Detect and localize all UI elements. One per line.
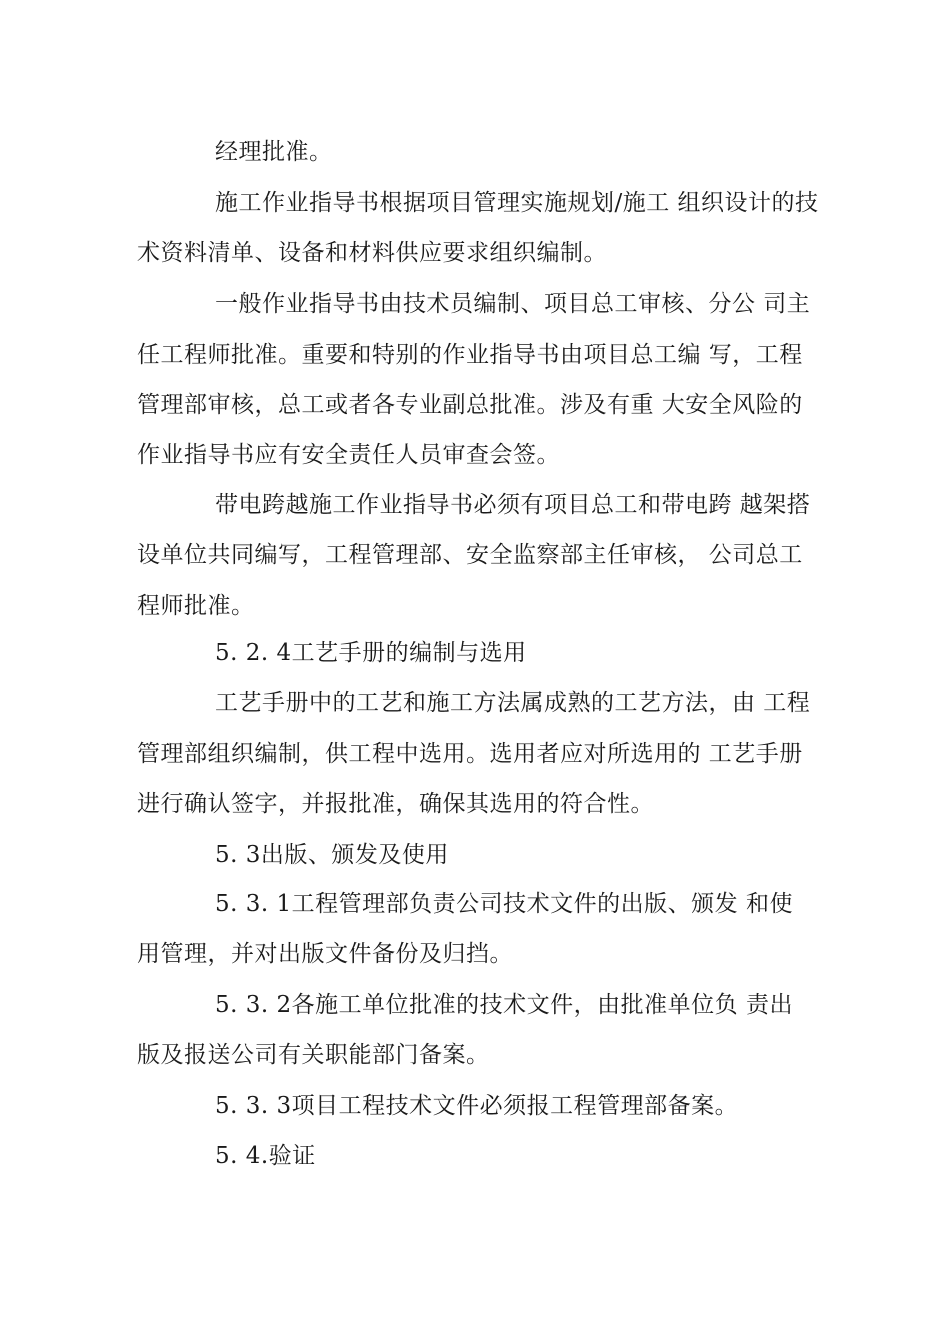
text-line: 程师批准。 (137, 593, 255, 619)
text-line: 一般作业指导书由技术员编制、项目总工审核、分公 司主 (215, 291, 811, 317)
text-line: 管理部组织编制，供工程中选用。选用者应对所选用的 工艺手册 (137, 741, 803, 767)
text-line: 带电跨越施工作业指导书必须有项目总工和带电跨 越架搭 (215, 492, 811, 518)
text-line: 用管理，并对出版文件备份及归挡。 (137, 941, 513, 967)
text-line: 进行确认签字，并报批准，确保其选用的符合性。 (137, 791, 654, 817)
section-heading: 5. 4.验证 (215, 1143, 316, 1169)
section-heading: 5. 2. 4工艺手册的编制与选用 (215, 640, 527, 666)
text-line: 版及报送公司有关职能部门备案。 (137, 1042, 490, 1068)
text-line: 术资料清单、设备和材料供应要求组织编制。 (137, 240, 607, 266)
text-line: 作业指导书应有安全责任人员审查会签。 (137, 442, 560, 468)
text-line: 施工作业指导书根据项目管理实施规划/施工 组织设计的技 (215, 190, 819, 216)
text-line: 管理部审核，总工或者各专业副总批准。涉及有重 大安全风险的 (137, 392, 803, 418)
text-line: 工艺手册中的工艺和施工方法属成熟的工艺方法，由 工程 (215, 690, 811, 716)
text-line: 设单位共同编写，工程管理部、安全监察部主任审核， 公司总工 (137, 542, 803, 568)
text-line: 5. 3. 3项目工程技术文件必须报工程管理部备案。 (215, 1093, 739, 1119)
text-line: 经理批准。 (215, 139, 333, 165)
text-line: 任工程师批准。重要和特别的作业指导书由项目总工编 写，工程 (137, 342, 803, 368)
text-line: 5. 3. 1工程管理部负责公司技术文件的出版、颁发 和使 (215, 891, 793, 917)
text-line: 5. 3. 2各施工单位批准的技术文件，由批准单位负 责出 (215, 992, 793, 1018)
section-heading: 5. 3出版、颁发及使用 (215, 842, 449, 868)
